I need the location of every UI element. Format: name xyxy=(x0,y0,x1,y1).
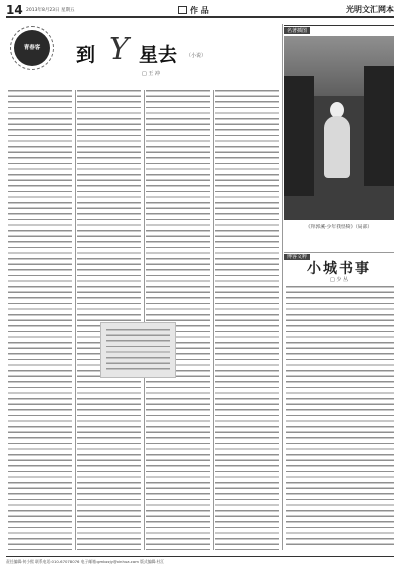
story-byline: □ 王 冲 xyxy=(142,71,160,77)
illustration-tag xyxy=(284,25,394,33)
blog-section-label: 博客文粹 xyxy=(284,254,310,260)
pull-quote-box xyxy=(100,322,176,378)
story-title-part1: 到 xyxy=(76,44,96,66)
story-title-block xyxy=(6,24,227,86)
page-footer: 责任编辑:何小熙 联系电话:010-67078076 电子邮箱:gmbzzjy@xinhua.com 版式编辑:杜江 xyxy=(6,556,394,565)
essay-title: 小城书事 xyxy=(307,261,371,277)
section-title xyxy=(178,5,209,16)
paper-brand: 光明文汇网本 xyxy=(346,5,394,14)
pull-quote-text xyxy=(106,329,170,372)
page-header xyxy=(6,4,394,18)
story-genre: （小说） xyxy=(186,53,207,59)
column-logo: 青春客 xyxy=(14,30,50,66)
story-column-4 xyxy=(215,90,279,550)
story-column-1 xyxy=(8,90,72,550)
story-title-part2: 星去 xyxy=(139,44,178,66)
illustration-tag-label: 名著插图 xyxy=(284,27,310,34)
page-number: 14 xyxy=(6,3,23,17)
illustration-image xyxy=(284,36,394,220)
issue-date: 2013年8月23日 星期五 xyxy=(26,8,75,13)
essay-text xyxy=(286,286,394,548)
essay-byline: □ 少 丛 xyxy=(330,277,348,283)
section-label: 作 品 xyxy=(190,6,209,15)
illustration-caption: 《拜郭溪-少年我怪犄》（局部） xyxy=(305,225,373,230)
story-column-3 xyxy=(146,90,210,550)
blog-section-tag xyxy=(284,243,394,260)
book-icon xyxy=(178,6,187,14)
story-title-letter: Y xyxy=(109,32,129,67)
story-column-2 xyxy=(77,90,141,550)
